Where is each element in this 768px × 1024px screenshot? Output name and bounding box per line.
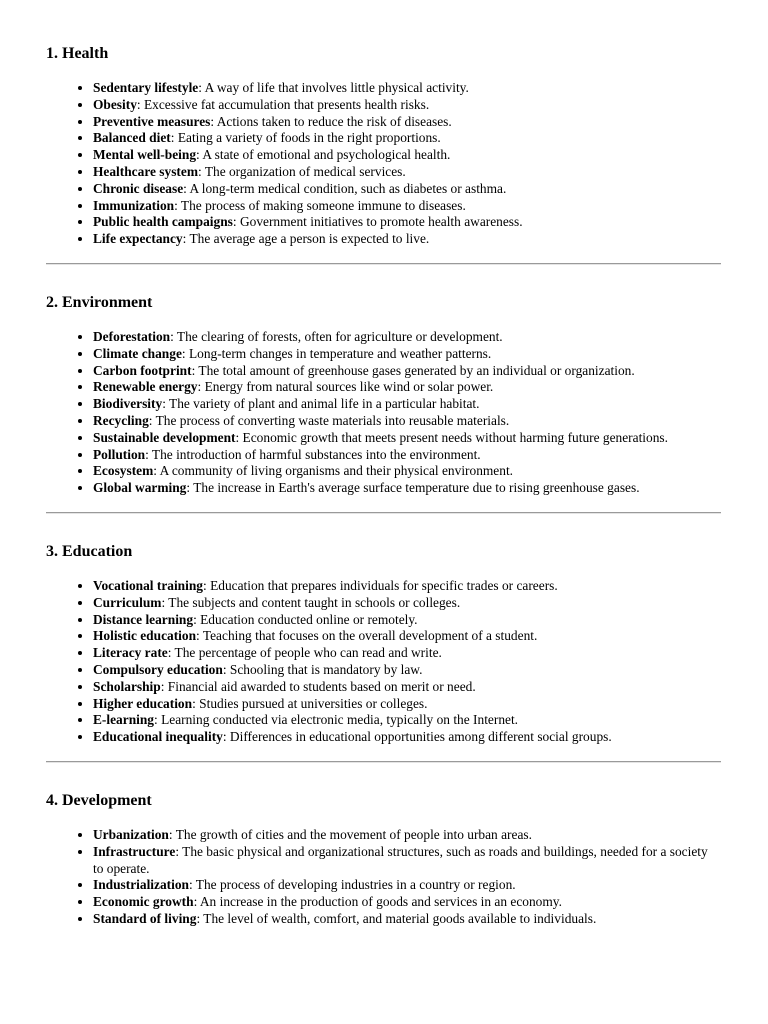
term-definition: : A long-term medical condition, such as diabetes or asthma. (183, 180, 507, 196)
term-label: Public health campaigns (93, 214, 233, 230)
list-item (93, 729, 721, 746)
term-definition: : The clearing of forests, often for agriculture or development. (170, 328, 503, 344)
term-label: Biodiversity (93, 396, 163, 412)
term-label: Obesity (93, 96, 137, 112)
list-item (93, 480, 721, 497)
section-title: 4. Development (46, 791, 152, 809)
term-definition: : A state of emotional and psychological health. (196, 147, 451, 163)
list-item (93, 578, 721, 595)
term-label: Carbon footprint (93, 362, 192, 378)
term-list (46, 578, 721, 746)
term-definition: : The basic physical and organizational structures, such as roads and buildings, needed for a society to operate. (93, 843, 708, 876)
term-label: Sustainable development (93, 429, 236, 445)
term-definition: : The average age a person is expected to live. (182, 231, 430, 247)
term-definition: : An increase in the production of goods and services in an economy. (193, 894, 562, 910)
term-definition: : The organization of medical services. (198, 163, 406, 179)
list-item (93, 844, 721, 878)
term-definition: : The percentage of people who can read and write. (167, 645, 442, 661)
list-item (93, 877, 721, 894)
term-label: Urbanization (93, 826, 169, 842)
term-label: Holistic education (93, 628, 197, 644)
term-definition: : Long-term changes in temperature and weather patterns. (181, 345, 492, 361)
list-item (93, 595, 721, 612)
term-definition: : Learning conducted via electronic media, typically on the Internet. (154, 712, 519, 728)
term-definition: : Education conducted online or remotely. (193, 611, 418, 627)
list-item (93, 198, 721, 215)
term-definition: : A way of life that involves little physical activity. (198, 80, 469, 95)
term-label: Life expectancy (93, 231, 183, 247)
term-label: Balanced diet (93, 130, 171, 146)
section-4 (46, 763, 721, 928)
list-item (93, 329, 721, 346)
term-definition: : Financial aid awarded to students based on merit or need. (160, 678, 476, 694)
term-label: Climate change (93, 345, 182, 361)
term-definition: : The introduction of harmful substances into the environment. (145, 446, 481, 462)
term-definition: : The level of wealth, comfort, and material goods available to individuals. (196, 910, 597, 926)
term-definition: : The growth of cities and the movement of people into urban areas. (168, 826, 532, 842)
term-label: E-learning (93, 712, 155, 728)
term-definition: : Differences in educational opportunities among different social groups. (222, 729, 612, 745)
term-label: Preventive measures (93, 113, 211, 129)
term-definition: : Economic growth that meets present needs without harming future generations. (235, 429, 668, 445)
list-item (93, 97, 721, 114)
term-label: Healthcare system (93, 163, 198, 179)
term-label: Sedentary lifestyle (93, 80, 199, 95)
term-label: Global warming (93, 480, 187, 496)
list-item (93, 712, 721, 729)
list-item (93, 827, 721, 844)
list-item (93, 679, 721, 696)
list-item (93, 645, 721, 662)
term-label: Vocational training (93, 577, 203, 593)
term-label: Compulsory education (93, 661, 223, 677)
list-item (93, 662, 721, 679)
term-definition: : The process of making someone immune to diseases. (174, 197, 466, 213)
list-item (93, 612, 721, 629)
term-label: Recycling (93, 412, 149, 428)
term-label: Standard of living (93, 910, 197, 926)
term-definition: : Education that prepares individuals for specific trades or careers. (203, 577, 558, 593)
term-definition: : The increase in Earth's average surface temperature due to rising greenhouse gases. (186, 480, 640, 496)
term-list (46, 329, 721, 497)
list-item (93, 114, 721, 131)
list-item (93, 396, 721, 413)
section-1 (46, 0, 721, 263)
term-definition: : A community of living organisms and their physical environment. (153, 463, 514, 479)
section-title: 2. Environment (46, 293, 153, 311)
term-label: Literacy rate (93, 645, 168, 661)
list-item (93, 164, 721, 181)
term-definition: : Actions taken to reduce the risk of diseases. (210, 113, 452, 129)
term-label: Deforestation (93, 328, 171, 344)
list-item (93, 147, 721, 164)
list-item (93, 181, 721, 198)
list-item (93, 379, 721, 396)
list-item (93, 346, 721, 363)
list-item (93, 696, 721, 713)
term-label: Educational inequality (93, 729, 223, 745)
term-label: Curriculum (93, 594, 162, 610)
list-item (93, 894, 721, 911)
section-title: 1. Health (46, 45, 109, 62)
term-label: Ecosystem (93, 463, 154, 479)
section-3 (46, 514, 721, 761)
list-item (93, 80, 721, 97)
term-definition: : The process of developing industries in a country or region. (188, 877, 516, 893)
term-label: Pollution (93, 446, 146, 462)
term-list (46, 827, 721, 928)
list-item (93, 463, 721, 480)
list-item (93, 231, 721, 248)
list-item (93, 447, 721, 464)
term-list (46, 80, 721, 248)
term-definition: : Government initiatives to promote health awareness. (232, 214, 523, 230)
term-label: Scholarship (93, 678, 161, 694)
list-item (93, 214, 721, 231)
term-label: Immunization (93, 197, 175, 213)
list-item (93, 911, 721, 928)
list-item (93, 130, 721, 147)
term-definition: : The subjects and content taught in schools or colleges. (161, 594, 461, 610)
term-definition: : Schooling that is mandatory by law. (222, 661, 423, 677)
term-label: Infrastructure (93, 843, 176, 859)
list-item (93, 413, 721, 430)
term-label: Chronic disease (93, 180, 184, 196)
term-label: Renewable energy (93, 379, 198, 395)
term-definition: : Energy from natural sources like wind or solar power. (197, 379, 494, 395)
section-2 (46, 265, 721, 512)
term-label: Economic growth (93, 894, 194, 910)
term-definition: : The total amount of greenhouse gases generated by an individual or organization. (191, 362, 635, 378)
list-item (93, 628, 721, 645)
list-item (93, 363, 721, 380)
term-label: Industrialization (93, 877, 189, 893)
term-label: Higher education (93, 695, 193, 711)
term-label: Mental well-being (93, 147, 197, 163)
term-definition: : Eating a variety of foods in the right proportions. (170, 130, 441, 146)
section-title: 3. Education (46, 542, 133, 560)
term-definition: : Excessive fat accumulation that presents health risks. (136, 96, 430, 112)
term-definition: : Studies pursued at universities or colleges. (192, 695, 428, 711)
term-definition: : The process of converting waste materials into reusable materials. (148, 412, 510, 428)
term-label: Distance learning (93, 611, 194, 627)
term-definition: : The variety of plant and animal life in a particular habitat. (162, 396, 480, 412)
term-definition: : Teaching that focuses on the overall development of a student. (196, 628, 538, 644)
list-item (93, 430, 721, 447)
